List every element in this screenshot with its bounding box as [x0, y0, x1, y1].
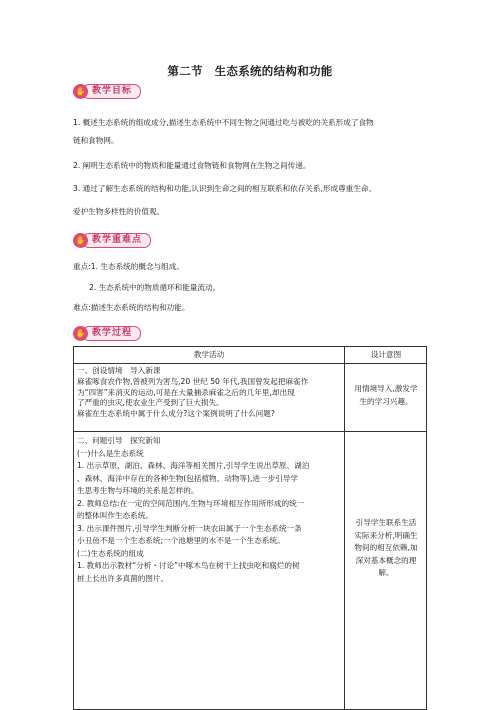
key-point-line: 2. 生态系统中的物质循环和能量流动。 [89, 283, 221, 292]
goal-line: 2. 阐明生态系统中的物质和能量通过食物链和食物网在生物之间传递。 [73, 161, 311, 170]
goal-line: 3. 通过了解生态系统的结构和功能,认识到生命之间的相互联系和依存关系,形成尊重生命、 [73, 184, 377, 193]
row-2-activity: 二、问题引导 探究新知 (一)什么是生态系统 1. 出示草原、湖泊、森林、海洋等相关图片,引导学生说出草原、湖泊 、森林、海洋中存在的各种生物(包括植物、动物等),进一步引导学 生思考生物与环境的关系是怎样的。 2. 教师总结:在一定的空间范围内,生物与环境相互作用所形成的统一 的整体叫作生态系统。 3. 出示课件图片,引导学生判断分析一块农田属于一个生态系统一条 小丑鱼不是一个生态系统;一个池塘里的水不是一个生态系统。 (二)生态系统的组成 1. 教师出示教材“分析・讨论”中啄木鸟在树干上找虫吃和腐烂的树 桩上长出许多真菌的图片。 [77, 436, 310, 583]
hand-icon: ✋ [73, 84, 88, 99]
row-1-activity: 一、创设情境 导入新课 麻雀啄食农作物,曾被列为害鸟,20 世纪 50 年代,我国曾发起把麻雀作 为“四害”来消灭的运动,可是在大量捕杀麻雀之后的几年里,却出现 了严重的虫灾,使农业生产受到了巨大损失。 麻雀在生态系统中属于什么成分?这个案例说明了什么问题? [77, 366, 309, 419]
goal-line: 1. 概述生态系统的组成成分,描述生态系统中不同生物之间通过吃与被吃的关系形成了食物 [73, 118, 374, 127]
section-title-key-points: 教学重难点 [82, 233, 151, 248]
header-intent: 设计意图 [370, 350, 402, 359]
key-point-line: 重点:1. 生态系统的概念与组成。 [73, 262, 184, 271]
column-divider [344, 347, 345, 709]
row-1-intent: 用情境导入,激发学 生的学习兴趣。 [354, 384, 418, 406]
section-title-goals: 教学目标 [82, 84, 141, 99]
section-title-process: 教学过程 [82, 326, 141, 341]
goal-line: 链和食物网。 [73, 136, 119, 145]
lesson-table [73, 346, 427, 710]
section-badge-key-points [73, 233, 151, 248]
row-divider [74, 431, 426, 432]
key-point-line: 难点:描述生态系统的结构和功能。 [73, 303, 190, 312]
header-activity: 教学活动 [193, 350, 225, 359]
hand-icon: ✋ [73, 326, 88, 341]
section-badge-process [73, 326, 141, 341]
section-badge-goals [73, 84, 141, 99]
page-title: 第二节 生态系统的结构和功能 [167, 64, 333, 78]
row-2-intent: 引导学生联系生活 实际来分析,明确生 物间的相互依赖,加 深对基本概念的理 解。 [354, 518, 418, 578]
header-divider [74, 363, 426, 364]
hand-icon: ✋ [73, 233, 88, 248]
goal-line: 爱护生物多样性的价值观。 [73, 207, 165, 216]
